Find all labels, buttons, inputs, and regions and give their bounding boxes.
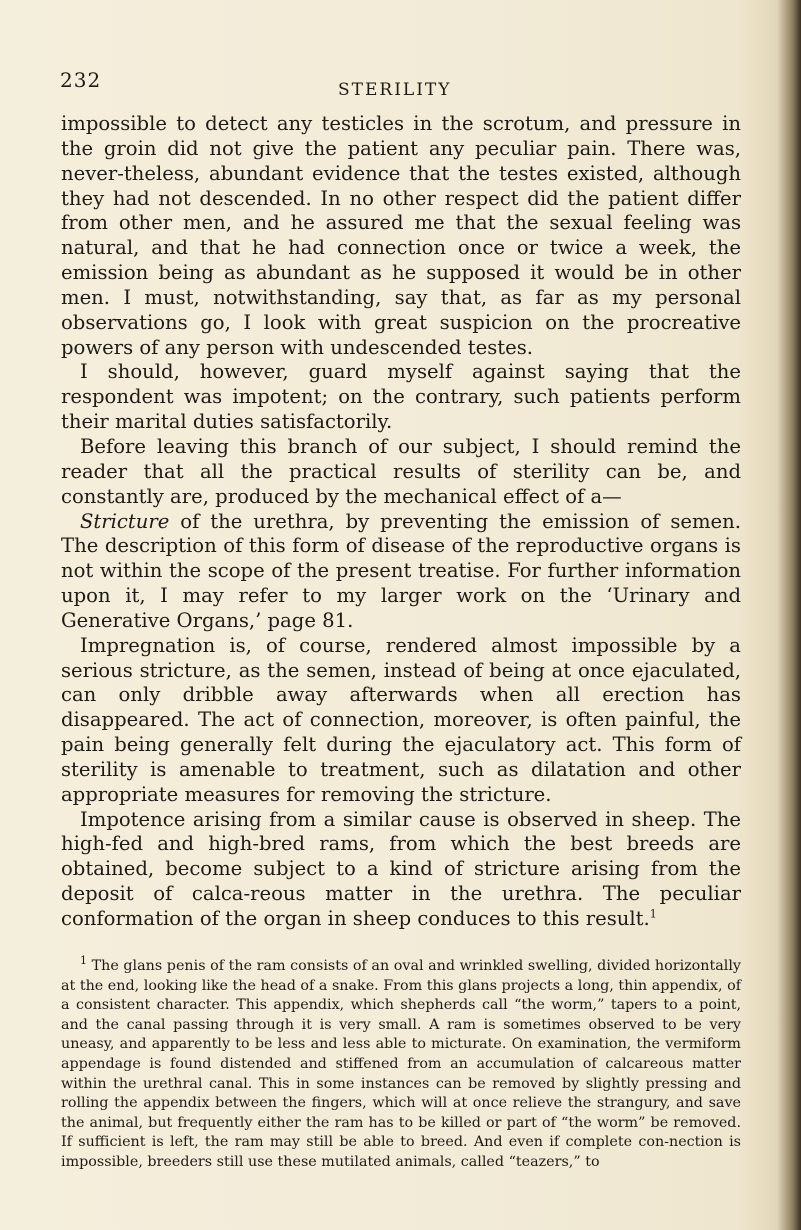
page-number: 232 — [60, 68, 102, 92]
footnote-marker: 1 — [80, 954, 87, 968]
stricture-heading: Stricture — [80, 509, 170, 533]
paragraph-4-text: of the urethra, by preventing the emission of semen. The description of this form of disease of the reproductive organs is not within the scope of the present treatise. For further information upon it, I may refer to my larger work on the ‘Urinary and Generative Organs,’ page 81. — [61, 509, 741, 632]
body-text — [61, 112, 741, 932]
paragraph-5: Impregnation is, of course, rendered almost impossible by a serious stricture, as the semen, instead of being at once ejaculated, can only dribble away afterwards when all erection has disappeared. The act of connection, moreover, is often painful, the pain being generally felt during the ejaculatory act. This form of sterility is amenable to treatment, such as dilatation and other appropriate measures for removing the stricture. — [61, 633, 741, 806]
footnotes — [61, 954, 741, 1173]
paragraph-3: Before leaving this branch of our subject, I should remind the reader that all the practical results of sterility can be, and constantly are, produced by the mechanical effect of a— — [61, 434, 741, 508]
running-head: STERILITY — [338, 80, 452, 100]
footnote-reference: 1 — [649, 907, 657, 921]
paragraph-2: I should, however, guard myself against saying that the respondent was impotent; on the contrary, such patients perform their marital duties satisfactorily. — [61, 360, 741, 434]
paragraph-4 — [61, 510, 741, 634]
footnote-text: The glans penis of the ram consists of an oval and wrinkled swelling, divided horizontally at the end, looking like the head of a snake. From this glans projects a long, thin appendix, of a consistent character. This appendix, which shepherds call “the worm,” tapers to a point, and the canal passing through it is very small. A ram is sometimes observed to be very uneasy, and apparently to be less and less able to micturate. On examination, the vermiform appendage is found distended and stiffened from an accumulation of calcareous matter within the urethral canal. This in some instances can be removed by slightly pressing and rolling the appendix between the fingers, which will at once relieve the strangury, and save the animal, but frequently either the ram has to be killed or part of “the worm” be removed. If sufficient is left, the ram may still be able to breed. And even if complete con-nection is impossible, breeders still use these mutilated animals, called “teazers,” to — [61, 958, 741, 1170]
paragraph-6-text: Impotence arising from a similar cause is observed in sheep. The high-fed and high-bred rams, from which the best breeds are obtained, become subject to a kind of stricture arising from the deposit of calca-reous matter in the urethra. The peculiar conformation of the organ in sheep conduces to this result. — [61, 807, 741, 930]
footnote-1 — [61, 954, 741, 1173]
paragraph-6 — [61, 808, 741, 932]
paragraph-1: impossible to detect any testicles in the scrotum, and pressure in the groin did not give the patient any peculiar pain. There was, never-theless, abundant evidence that the testes existed, although they had not descended. In no other respect did the patient differ from other men, and he assured me that the sexual feeling was natural, and that he had connection once or twice a week, the emission being as abundant as he supposed it would be in other men. I must, notwithstanding, say that, as far as my personal observations go, I look with great suspicion on the procreative powers of any person with undescended testes. — [61, 112, 741, 359]
